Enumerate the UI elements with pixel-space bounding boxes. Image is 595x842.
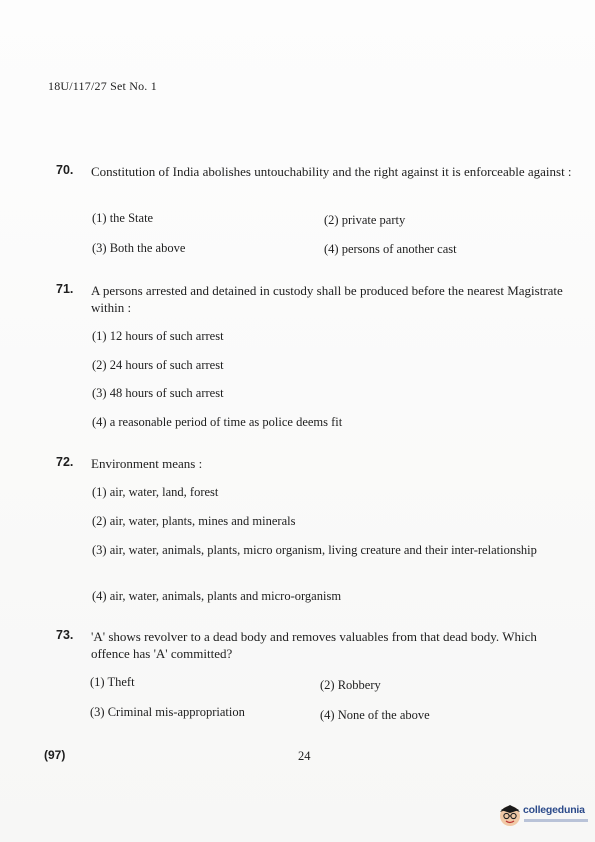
option-2: (2) air, water, plants, mines and minerals bbox=[92, 514, 296, 528]
option-3: (3) 48 hours of such arrest bbox=[92, 386, 224, 400]
page-number: 24 bbox=[298, 749, 311, 763]
question-number: 72. bbox=[56, 455, 74, 469]
question-text: 'A' shows revolver to a dead body and removes valuables from that dead body. Which offence has 'A' committed? bbox=[91, 629, 537, 661]
question-number: 70. bbox=[56, 163, 74, 177]
question-number: 73. bbox=[56, 628, 74, 642]
brand-name: collegedunia bbox=[523, 804, 585, 816]
collegedunia-mascot-icon bbox=[497, 802, 523, 828]
option-2: (2) private party bbox=[324, 213, 406, 227]
footer-code: (97) bbox=[44, 748, 66, 762]
option-1: (1) air, water, land, forest bbox=[92, 485, 219, 499]
option-1: (1) 12 hours of such arrest bbox=[92, 329, 224, 343]
question-text: A persons arrested and detained in custody shall be produced before the nearest Magistrate within : bbox=[91, 283, 563, 315]
brand-tagline-bar bbox=[524, 819, 588, 822]
option-4: (4) persons of another cast bbox=[324, 242, 457, 256]
collegedunia-logo bbox=[497, 800, 589, 830]
paper-code: 18U/117/27 Set No. 1 bbox=[48, 79, 157, 93]
option-4: (4) air, water, animals, plants and micro-organism bbox=[92, 589, 342, 603]
option-4: (4) None of the above bbox=[320, 708, 430, 722]
option-3: (3) air, water, animals, plants, micro organism, living creature and their inter-relationship bbox=[92, 543, 537, 557]
question-72 bbox=[56, 455, 576, 605]
option-2: (2) Robbery bbox=[320, 678, 381, 692]
question-number: 71. bbox=[56, 282, 74, 296]
question-71 bbox=[56, 282, 576, 432]
option-3: (3) Both the above bbox=[92, 241, 186, 255]
option-2: (2) 24 hours of such arrest bbox=[92, 358, 224, 372]
option-4: (4) a reasonable period of time as police deems fit bbox=[92, 415, 343, 429]
option-3: (3) Criminal mis-appropriation bbox=[90, 705, 245, 719]
question-73 bbox=[56, 628, 576, 723]
option-1: (1) Theft bbox=[90, 675, 135, 689]
question-70 bbox=[56, 163, 576, 258]
option-1: (1) the State bbox=[92, 211, 154, 225]
question-text: Constitution of India abolishes untouchability and the right against it is enforceable against : bbox=[91, 164, 572, 179]
question-text: Environment means : bbox=[91, 456, 203, 471]
